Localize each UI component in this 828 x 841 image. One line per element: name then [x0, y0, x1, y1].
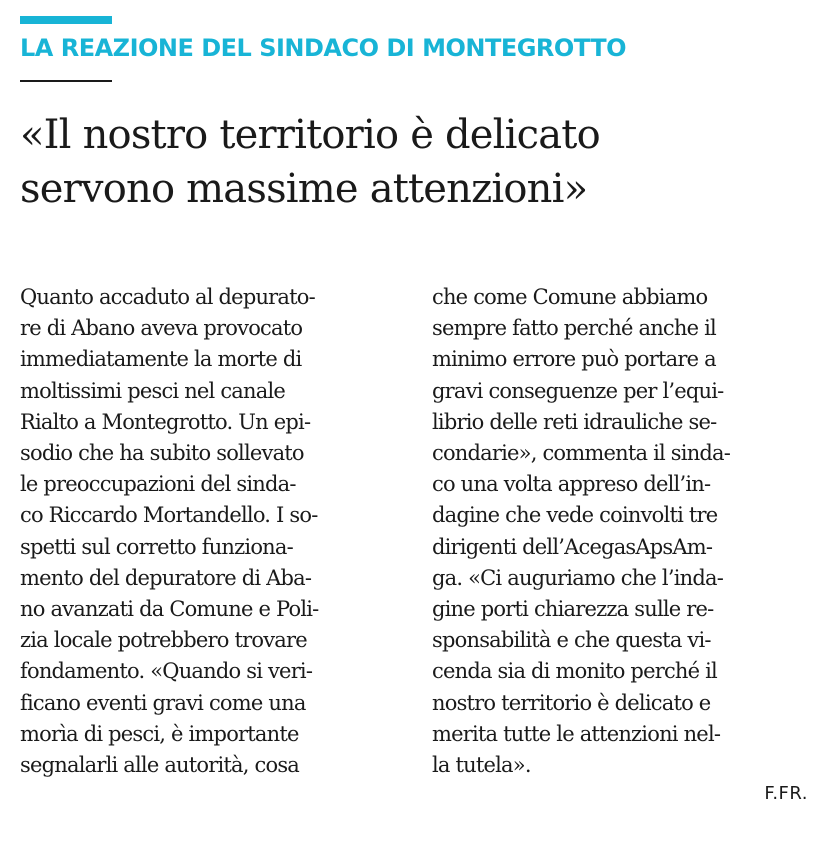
- body-line: mento del depuratore di Aba-: [20, 565, 312, 590]
- body-line: spetti sul corretto funziona-: [20, 534, 293, 559]
- headline-line: «Il nostro territorio è delicato: [20, 112, 600, 158]
- body-line: gine porti chiarezza sulle re-: [432, 597, 714, 622]
- body-line: condarie», commenta il sinda-: [432, 441, 731, 466]
- body-line: segnalarli alle autorità, cosa: [20, 753, 300, 778]
- body-line: gravi conseguenze per l’equi-: [432, 378, 724, 403]
- body-line: Rialto a Montegrotto. Un epi-: [20, 409, 311, 434]
- body-line: nostro territorio è delicato e: [432, 690, 711, 715]
- body-line: ga. «Ci auguriamo che l’inda-: [432, 565, 724, 590]
- body-line: dagine che vede coinvolti tre: [432, 503, 718, 528]
- body-line: re di Abano aveva provocato: [20, 316, 303, 341]
- body-line: morìa di pesci, è importante: [20, 721, 299, 746]
- kicker: LA REAZIONE DEL SINDACO DI MONTEGROTTO: [20, 34, 626, 62]
- body-column-right: [432, 282, 808, 781]
- body-line: le preoccupazioni del sinda-: [20, 472, 296, 497]
- body-line: che come Comune abbiamo: [432, 285, 708, 309]
- body-line: ficano eventi gravi come una: [20, 690, 306, 715]
- body-line: no avanzati da Comune e Poli-: [20, 597, 319, 622]
- body-line: moltissimi pesci nel canale: [20, 378, 286, 403]
- body-line: sodio che ha subito sollevato: [20, 441, 304, 466]
- body-line: sponsabilità e che questa vi-: [432, 628, 711, 653]
- body-line: sempre fatto perché anche il: [432, 316, 716, 341]
- headline-line: servono massime attenzioni»: [20, 166, 588, 212]
- body-line: co una volta appreso dell’in-: [432, 472, 711, 497]
- byline: F.FR.: [764, 783, 808, 804]
- body-line: Quanto accaduto al depurato-: [20, 285, 315, 309]
- headline: [20, 108, 820, 216]
- body-line: cenda sia di monito perché il: [432, 659, 717, 684]
- accent-bar: [20, 16, 112, 24]
- body-line: zia locale potrebbero trovare: [20, 628, 307, 653]
- body-column-left: [20, 282, 396, 781]
- body-line: la tutela».: [432, 753, 531, 778]
- body-line: dirigenti dell’AcegasApsAm-: [432, 534, 713, 559]
- body-line: minimo errore può portare a: [432, 347, 716, 372]
- body-line: co Riccardo Mortandello. I so-: [20, 503, 318, 528]
- body-line: merita tutte le attenzioni nel-: [432, 721, 721, 746]
- body-line: immediatamente la morte di: [20, 347, 302, 372]
- kicker-rule: [20, 80, 112, 82]
- body-line: fondamento. «Quando si veri-: [20, 659, 313, 684]
- body-line: librio delle reti idrauliche se-: [432, 409, 717, 434]
